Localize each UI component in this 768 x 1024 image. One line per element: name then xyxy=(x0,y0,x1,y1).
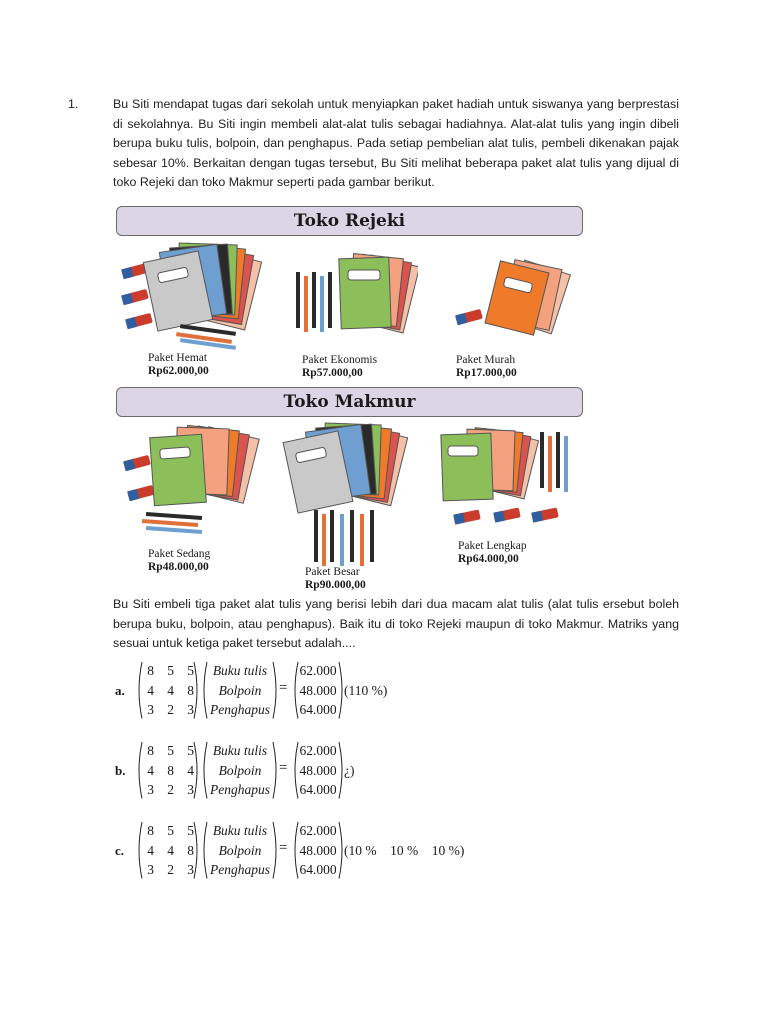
matrix-cell: 2 xyxy=(167,862,174,877)
vector-cell: Buku tulis xyxy=(212,823,268,838)
package-label-besar xyxy=(305,566,366,592)
question-intro: Bu Siti mendapat tugas dari sekolah untuk menyiapkan paket hadiah untuk siswanya yang berprestasi di sekolahnya. Bu Siti ingin membeli alat-alat tulis sebagai hadiahnya. Alat-alat tulis yang ingin dibeli berupa buku tulis, bolpoin, dan penghapus. Pada setiap pembelian alat tulis, pembeli dikenakan pajak sebesar 10%. Berkaitan dengan tugas tersebut, Bu Siti melihat beberapa paket alat tulis yang dijual di toko Rejeki dan toko Makmur seperti pada gambar berikut. xyxy=(113,97,679,189)
matrix-cell: 8 xyxy=(147,663,154,678)
pen-icon xyxy=(142,512,202,534)
eraser-icon xyxy=(125,313,153,329)
vector-cell: Penghapus xyxy=(210,782,270,797)
vector-cell: Buku tulis xyxy=(212,663,268,678)
package-price: Rp62.000,00 xyxy=(148,365,209,377)
vector-cell: Penghapus xyxy=(210,862,270,877)
question-after: Bu Siti embeli tiga paket alat tulis yang berisi lebih dari dua macam alat tulis (alat tulis ersebut boleh berupa buku, bolpoin, atau penghapus). Baik itu di toko Rejeki maupun di toko Makmur. Matriks yang sesuai untuk ketiga paket tersebut adalah.... xyxy=(113,597,679,650)
pen-icon xyxy=(176,324,236,350)
matrix-cell: 3 xyxy=(187,862,194,877)
matrix-cell: 3 xyxy=(147,702,154,717)
package-name: Paket Lengkap xyxy=(458,540,527,552)
vector-cell: Bolpoin xyxy=(218,682,262,698)
result-cell: 62.000 xyxy=(299,663,337,678)
package-label-hemat xyxy=(148,352,209,378)
eraser-icon xyxy=(121,289,149,305)
result-cell: 48.000 xyxy=(299,842,337,858)
paket-ekonomis-illustration xyxy=(288,252,418,352)
matrix-cell: 5 xyxy=(167,823,174,838)
result-cell: 64.000 xyxy=(299,782,337,797)
matrix-cell: 8 xyxy=(147,823,154,838)
option-letter: a. xyxy=(115,682,125,698)
package-name: Paket Sedang xyxy=(148,548,211,560)
question-number: 1. xyxy=(68,97,79,111)
matrix-cell: 4 xyxy=(147,762,154,778)
matrix-cell: 8 xyxy=(187,842,194,858)
eraser-icon xyxy=(493,507,521,522)
pen-icon xyxy=(540,432,568,492)
equals-sign: = xyxy=(279,839,288,856)
tax-factor: (110 %) xyxy=(344,682,388,698)
matrix-cell: 5 xyxy=(187,743,194,758)
eraser-icon xyxy=(123,455,151,471)
eraser-icon xyxy=(531,507,559,522)
matrix-cell: 3 xyxy=(147,862,154,877)
matrix-cell: 8 xyxy=(147,743,154,758)
eraser-icon xyxy=(453,509,481,524)
tax-factor: ¿) xyxy=(344,762,355,778)
package-price: Rp17.000,00 xyxy=(456,367,517,379)
paket-lengkap-illustration xyxy=(436,424,576,534)
paket-sedang-illustration xyxy=(118,422,268,540)
notebook-stack-icon xyxy=(143,243,261,331)
package-name: Paket Hemat xyxy=(148,352,208,364)
vector-cell: Penghapus xyxy=(210,702,270,717)
package-name: Paket Murah xyxy=(456,354,516,366)
package-price: Rp64.000,00 xyxy=(458,553,519,565)
equals-sign: = xyxy=(279,679,288,696)
matrix-cell: 2 xyxy=(167,702,174,717)
package-name: Paket Ekonomis xyxy=(302,354,378,366)
matrix-cell: 4 xyxy=(167,842,174,858)
matrix-cell: 8 xyxy=(167,762,174,778)
matrix-cell: 4 xyxy=(187,762,194,778)
notebook-stack-icon xyxy=(339,254,418,333)
store-banner-makmur: Toko Makmur xyxy=(116,387,583,417)
result-cell: 64.000 xyxy=(299,862,337,877)
package-label-lengkap xyxy=(458,540,527,566)
paket-murah-illustration xyxy=(452,256,572,346)
package-label-sedang xyxy=(148,548,210,574)
matrix-cell: 5 xyxy=(167,663,174,678)
package-price: Rp90.000,00 xyxy=(305,579,366,591)
eraser-icon xyxy=(455,309,483,325)
notebook-stack-icon xyxy=(283,423,408,513)
matrix-cell: 2 xyxy=(167,782,174,797)
equals-sign: = xyxy=(279,759,288,776)
vector-cell: Buku tulis xyxy=(212,743,268,758)
matrix-cell: 4 xyxy=(147,682,154,698)
tax-factor: (10 % 10 % 10 %) xyxy=(344,842,465,858)
package-price: Rp48.000,00 xyxy=(148,561,209,573)
option-letter: c. xyxy=(115,842,125,858)
option-letter: b. xyxy=(115,762,126,778)
package-label-ekonomis xyxy=(302,354,377,380)
vector-cell: Bolpoin xyxy=(218,842,262,858)
matrix-cell: 5 xyxy=(187,663,194,678)
eraser-icon xyxy=(127,485,155,501)
result-cell: 48.000 xyxy=(299,682,337,698)
result-cell: 62.000 xyxy=(299,823,337,838)
result-cell: 48.000 xyxy=(299,762,337,778)
matrix-cell: 4 xyxy=(147,842,154,858)
matrix-cell: 8 xyxy=(187,682,194,698)
store-banner-rejeki: Toko Rejeki xyxy=(116,206,583,236)
pen-icon xyxy=(296,272,332,332)
paket-besar-illustration xyxy=(280,420,410,568)
pen-icon xyxy=(314,510,374,566)
package-name: Paket Besar xyxy=(305,566,360,578)
paket-hemat-illustration xyxy=(118,240,268,350)
result-cell: 62.000 xyxy=(299,743,337,758)
matrix-cell: 3 xyxy=(147,782,154,797)
matrix-cell: 3 xyxy=(187,782,194,797)
notebook-stack-icon xyxy=(150,425,260,505)
package-price: Rp57.000,00 xyxy=(302,367,363,379)
matrix-cell: 5 xyxy=(187,823,194,838)
matrix-cell: 5 xyxy=(167,743,174,758)
matrix-cell: 3 xyxy=(187,702,194,717)
notebook-stack-icon xyxy=(441,428,539,501)
vector-cell: Bolpoin xyxy=(218,762,262,778)
result-cell: 64.000 xyxy=(299,702,337,717)
notebook-stack-icon xyxy=(485,260,570,335)
matrix-cell: 4 xyxy=(167,682,174,698)
package-label-murah xyxy=(456,354,517,380)
